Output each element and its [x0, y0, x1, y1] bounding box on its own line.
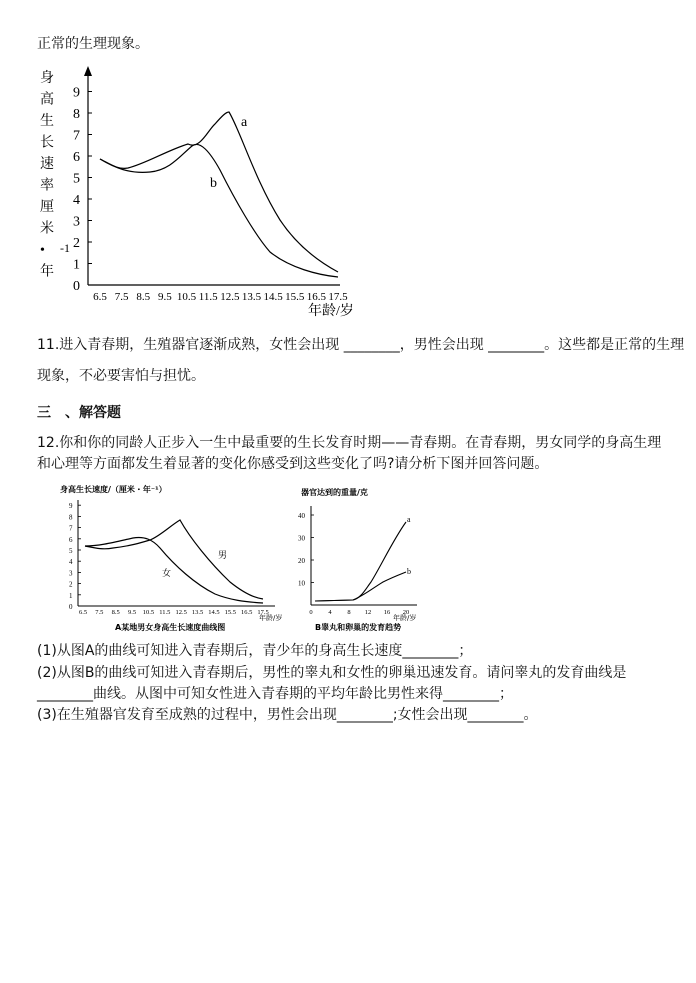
chart-a-y-tick-label: 3 [69, 569, 73, 578]
x-tick-label: 15.5 [285, 291, 305, 303]
y-axis-label-char: 高 [40, 92, 54, 108]
chart-a-x-tick-label: 8.5 [111, 609, 120, 616]
y-tick-label: 9 [73, 85, 80, 101]
y-tick-label: 7 [73, 128, 80, 144]
y-tick-label: 4 [73, 193, 80, 208]
x-tick-label: 12.5 [220, 291, 240, 303]
chart-b-xlabel: 年龄/岁 [393, 614, 417, 622]
chart-b-organ-weight [293, 478, 433, 638]
chart-b-y-tick-label: 10 [298, 579, 305, 588]
y-axis-label-char: 速 [40, 157, 54, 172]
chart-b-y-tick-label: 20 [298, 557, 305, 565]
chart-a-x-tick-label: 15.5 [224, 609, 236, 616]
chart-a-male-label: 男 [218, 551, 228, 561]
chart-b-x-tick-label: 20 [402, 609, 410, 616]
chart-a-xlabel: 年龄/岁 [259, 614, 283, 622]
chart-b-y-tick-label: 30 [298, 534, 305, 543]
chart-a-x-tick-label: 12.5 [175, 609, 187, 616]
chart-a-x-tick-label: 13.5 [191, 609, 204, 616]
chart-a-female-curve [85, 537, 263, 603]
chart-a-x-tick-label: 7.5 [95, 609, 104, 616]
y-tick-label: 1 [73, 257, 80, 273]
y-axis-arrow [84, 66, 92, 76]
chart-a-caption: A某地男女身高生长速度曲线图 [115, 623, 226, 632]
x-tick-label: 8.5 [136, 291, 151, 303]
x-tick-label: 16.5 [306, 291, 326, 303]
y-axis-label-char: 身 [40, 71, 54, 86]
chart-a-y-tick-label: 4 [69, 558, 73, 567]
question-12-line1: 12.你和你的同龄人正步入一生中最重要的生长发育时期——青春期。在青春期，男女同学的身高生理 [37, 435, 662, 451]
chart-b-x-tick-label: 4 [328, 609, 332, 616]
chart-a-x-tick-label: 16.5 [240, 609, 253, 616]
y-tick-label: 6 [73, 150, 80, 165]
chart-a-x-tick-label: 9.5 [128, 609, 137, 616]
x-tick-label: 6.5 [93, 291, 107, 303]
chart-b-caption: B睾丸和卵巢的发育趋势 [315, 623, 402, 632]
chart-a-y-tick-label: 7 [69, 524, 73, 533]
chart-b-curve-a [315, 522, 406, 601]
question-11-line1: 11.进入青春期，生殖器官逐渐成熟，女性会出现 ________，男性会出现 ________。这些都是正常的生理 [37, 337, 685, 353]
chart-a-y-tick-label: 1 [69, 591, 73, 600]
chart-b-curve-a-label: a [407, 515, 411, 524]
x-tick-label: 9.5 [158, 291, 172, 303]
sub-question-3: (3)在生殖器官发育至成熟的过程中，男性会出现________;女性会出现________。 [37, 707, 538, 723]
chart-a-y-tick-label: 2 [69, 580, 73, 589]
chart-a-x-tick-label: 10.5 [142, 609, 155, 616]
x-tick-label: 10.5 [176, 291, 197, 303]
chart-a-x-tick-label: 11.5 [159, 609, 171, 616]
y-axis-label-char: 率 [40, 178, 54, 194]
curve-a [100, 112, 338, 272]
x-tick-label: 14.5 [263, 291, 283, 303]
x-axis-label: 年龄/岁 [308, 304, 354, 319]
y-axis-label-superscript: -1 [60, 241, 70, 255]
chart-a-height-growth [45, 478, 305, 638]
section-heading: 三 、解答题 [37, 405, 121, 421]
chart-b-y-tick-label: 40 [298, 512, 305, 520]
x-tick-label: 11.5 [198, 291, 218, 303]
sub-question-2-line1: (2)从图B的曲线可知进入青春期后，男性的睾丸和女性的卵巢迅速发育。请问睾丸的发育曲线是 [37, 665, 627, 681]
chart-a-y-tick-label: 5 [69, 547, 73, 555]
y-tick-label: 3 [73, 214, 80, 230]
y-axis-label-char: • [40, 243, 45, 258]
sub-question-1: (1)从图A的曲线可知进入青春期后，青少年的身高生长速度________； [37, 643, 473, 659]
x-tick-label: 13.5 [241, 291, 262, 303]
chart-a-x-tick-label: 17.5 [257, 609, 269, 616]
chart-a-female-label: 女 [162, 569, 172, 579]
y-tick-label: 8 [73, 107, 80, 122]
chart-a-ylabel: 身高生长速度/（厘米・年⁻¹） [60, 485, 167, 494]
question-11-line2: 现象，不必要害怕与担忧。 [37, 368, 205, 384]
y-axis-label-char: 厘 [40, 200, 54, 215]
chart-b-x-tick-label: 8 [347, 609, 351, 616]
chart-b-x-tick-label: 16 [383, 609, 391, 616]
chart-b-x-tick-label: 12 [364, 609, 372, 616]
y-tick-label: 0 [73, 279, 80, 294]
chart-a-y-tick-label: 6 [69, 535, 73, 544]
chart-a-y-tick-label: 8 [69, 513, 73, 522]
y-axis-label-char: 年 [40, 264, 54, 280]
curve-a-label: a [241, 115, 248, 130]
y-axis-label [40, 70, 54, 280]
chart-a-y-tick-label: 0 [69, 603, 73, 611]
chart-a-male-curve [85, 520, 263, 599]
intro-tail: 正常的生理现象。 [37, 36, 149, 52]
y-axis-label-char: 生 [40, 114, 54, 129]
y-axis-label-char: 米 [40, 221, 54, 237]
y-axis-label-char: 长 [40, 135, 54, 151]
chart-a-x-tick-label: 14.5 [208, 609, 220, 616]
y-tick-label: 2 [73, 236, 80, 251]
chart-a-x-tick-label: 6.5 [78, 609, 88, 616]
chart-a-y-tick-label: 9 [69, 502, 73, 511]
question-12-line2: 和心理等方面都发生着显著的变化你感受到这些变化了吗?请分析下图并回答问题。 [37, 456, 549, 472]
curve-b [100, 144, 338, 277]
y-tick-label: 5 [73, 171, 80, 187]
curve-b-label: b [210, 176, 217, 191]
x-tick-label: 7.5 [114, 291, 129, 303]
growth-rate-chart [0, 60, 696, 320]
chart-b-ylabel: 器官达到的重量/克 [301, 488, 368, 497]
sub-question-2-line2: ________曲线。从图中可知女性进入青春期的平均年龄比男性来得________； [37, 686, 513, 702]
chart-b-curve-b [315, 572, 406, 601]
chart-b-x-tick-label: 0 [309, 609, 313, 616]
x-tick-label: 17.5 [328, 291, 348, 303]
chart-b-curve-b-label: b [407, 567, 411, 576]
